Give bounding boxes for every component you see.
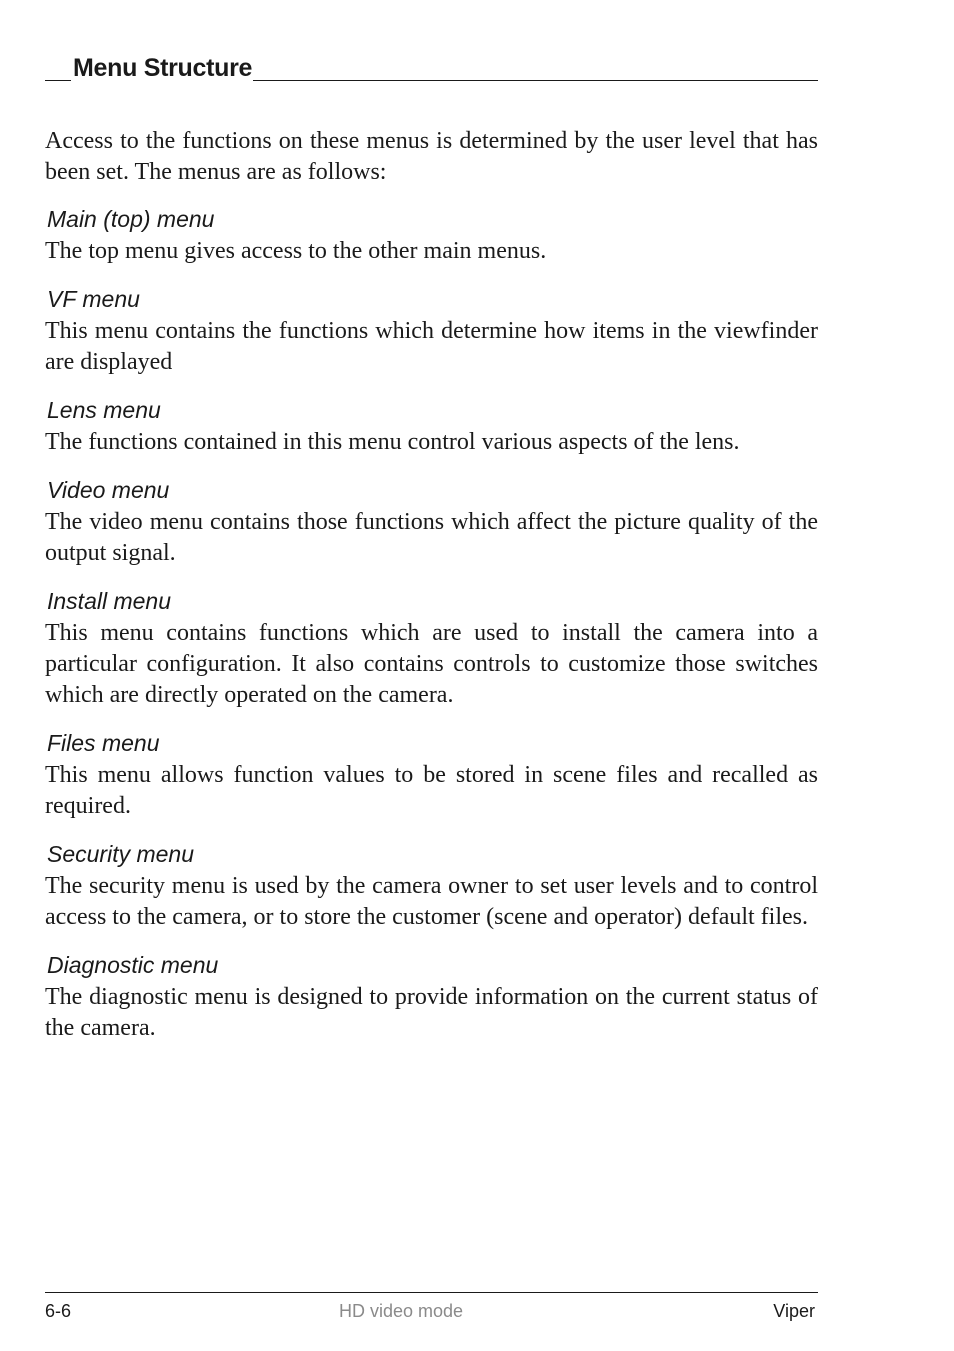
section-body: The top menu gives access to the other main menus. — [45, 238, 547, 264]
section-body: This menu contains the functions which determine how items in the viewfinder are displayed — [45, 318, 824, 375]
section-heading: VF menu — [47, 286, 140, 312]
section-heading: Diagnostic menu — [47, 952, 219, 978]
section-body: The video menu contains those functions which affect the picture quality of the output signal. — [45, 509, 830, 566]
section-files-menu — [45, 729, 824, 822]
section-heading: Files menu — [47, 730, 160, 756]
footer-product: Viper — [773, 1301, 815, 1321]
header-rule-left — [45, 80, 71, 81]
section-security-menu — [45, 840, 824, 933]
footer-rule — [45, 1292, 818, 1293]
footer-page-number: 6-6 — [45, 1301, 72, 1321]
intro-paragraph: Access to the functions on these menus is determined by the user level that has been set. The menus are as follows: — [45, 128, 818, 185]
section-body: The diagnostic menu is designed to provide information on the current status of the camera. — [45, 984, 824, 1041]
section-body: The security menu is used by the camera owner to set user levels and to control access to the camera, or to store the customer (scene and operator) default files. — [45, 873, 824, 930]
page-footer — [45, 1300, 815, 1322]
header-rule-right — [253, 80, 818, 81]
section-body: This menu allows function values to be stored in scene files and recalled as required. — [45, 762, 824, 819]
section-heading: Lens menu — [47, 397, 161, 423]
section-diagnostic-menu — [45, 951, 824, 1044]
section-heading: Install menu — [47, 588, 172, 614]
footer-chapter: HD video mode — [339, 1301, 464, 1321]
section-main-menu — [45, 205, 818, 267]
page-content — [45, 126, 830, 1062]
section-install-menu — [45, 587, 824, 711]
section-heading: Security menu — [47, 841, 195, 867]
section-video-menu — [45, 476, 830, 569]
section-heading: Main (top) menu — [47, 206, 215, 232]
section-body: This menu contains functions which are used to install the camera into a particular configuration. It also contains controls to customize those switches which are directly operated on the camera. — [45, 620, 824, 708]
section-vf-menu — [45, 285, 824, 378]
section-lens-menu — [45, 396, 818, 458]
page-title: Menu Structure — [73, 54, 253, 82]
section-body: The functions contained in this menu control various aspects of the lens. — [45, 429, 740, 455]
section-heading: Video menu — [47, 477, 170, 503]
page-header — [45, 52, 818, 82]
